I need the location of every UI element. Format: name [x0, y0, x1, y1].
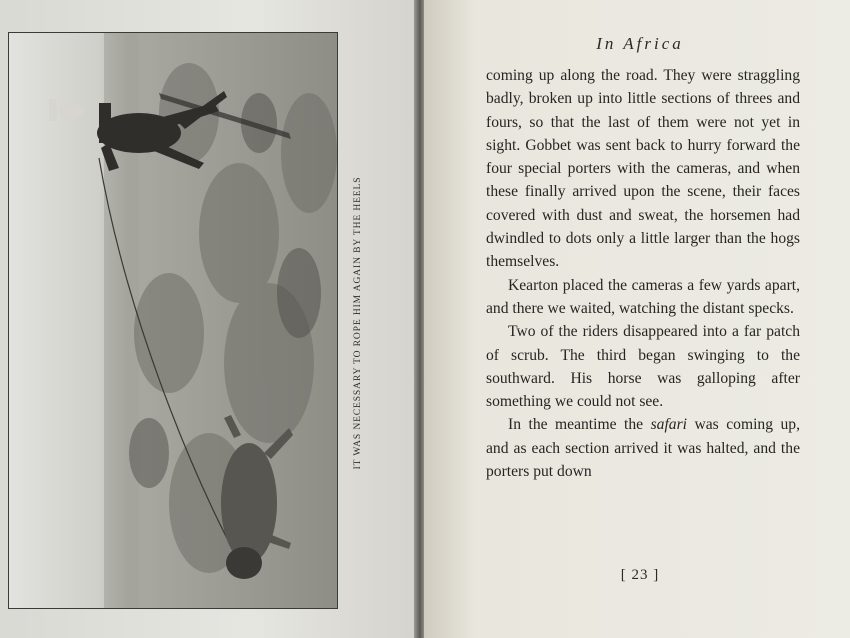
caption-text: IT WAS NECESSARY TO ROPE HIM AGAIN BY THE HEELS: [353, 176, 363, 469]
running-head: In Africa: [596, 34, 684, 53]
left-page: [0, 0, 418, 638]
photograph-plate: [8, 32, 338, 609]
italic-word: safari: [650, 416, 687, 434]
photo-illustration: [9, 33, 337, 608]
paragraph: Two of the riders disappeared into a far patch of scrub. The third began swinging to the southward. His horse was galloping after something we could not see.: [486, 323, 800, 411]
text-run: In the meantime the: [508, 416, 651, 434]
paragraph: coming up along the road. They were straggling badly, broken up into little sections of threes and fours, so that the last of them were not yet in sight. Gobbet was sent back to hurry forward the four special porters with the cameras, and when these finally arrived upon the scene, their faces covered with dust and sweat, the horsemen had dwindled to dots only a little larger than the hogs themselves.: [486, 67, 800, 271]
page-number: [ 23 ]: [620, 567, 660, 583]
paragraph: [486, 413, 800, 483]
text-run: was coming up, and as each section arrived it was halted, and the porters put down: [486, 416, 800, 481]
photo-caption: [348, 150, 368, 495]
body-text: [486, 64, 800, 483]
paragraph: Kearton placed the cameras a few yards apart, and there we waited, watching the distant specks.: [486, 276, 800, 317]
